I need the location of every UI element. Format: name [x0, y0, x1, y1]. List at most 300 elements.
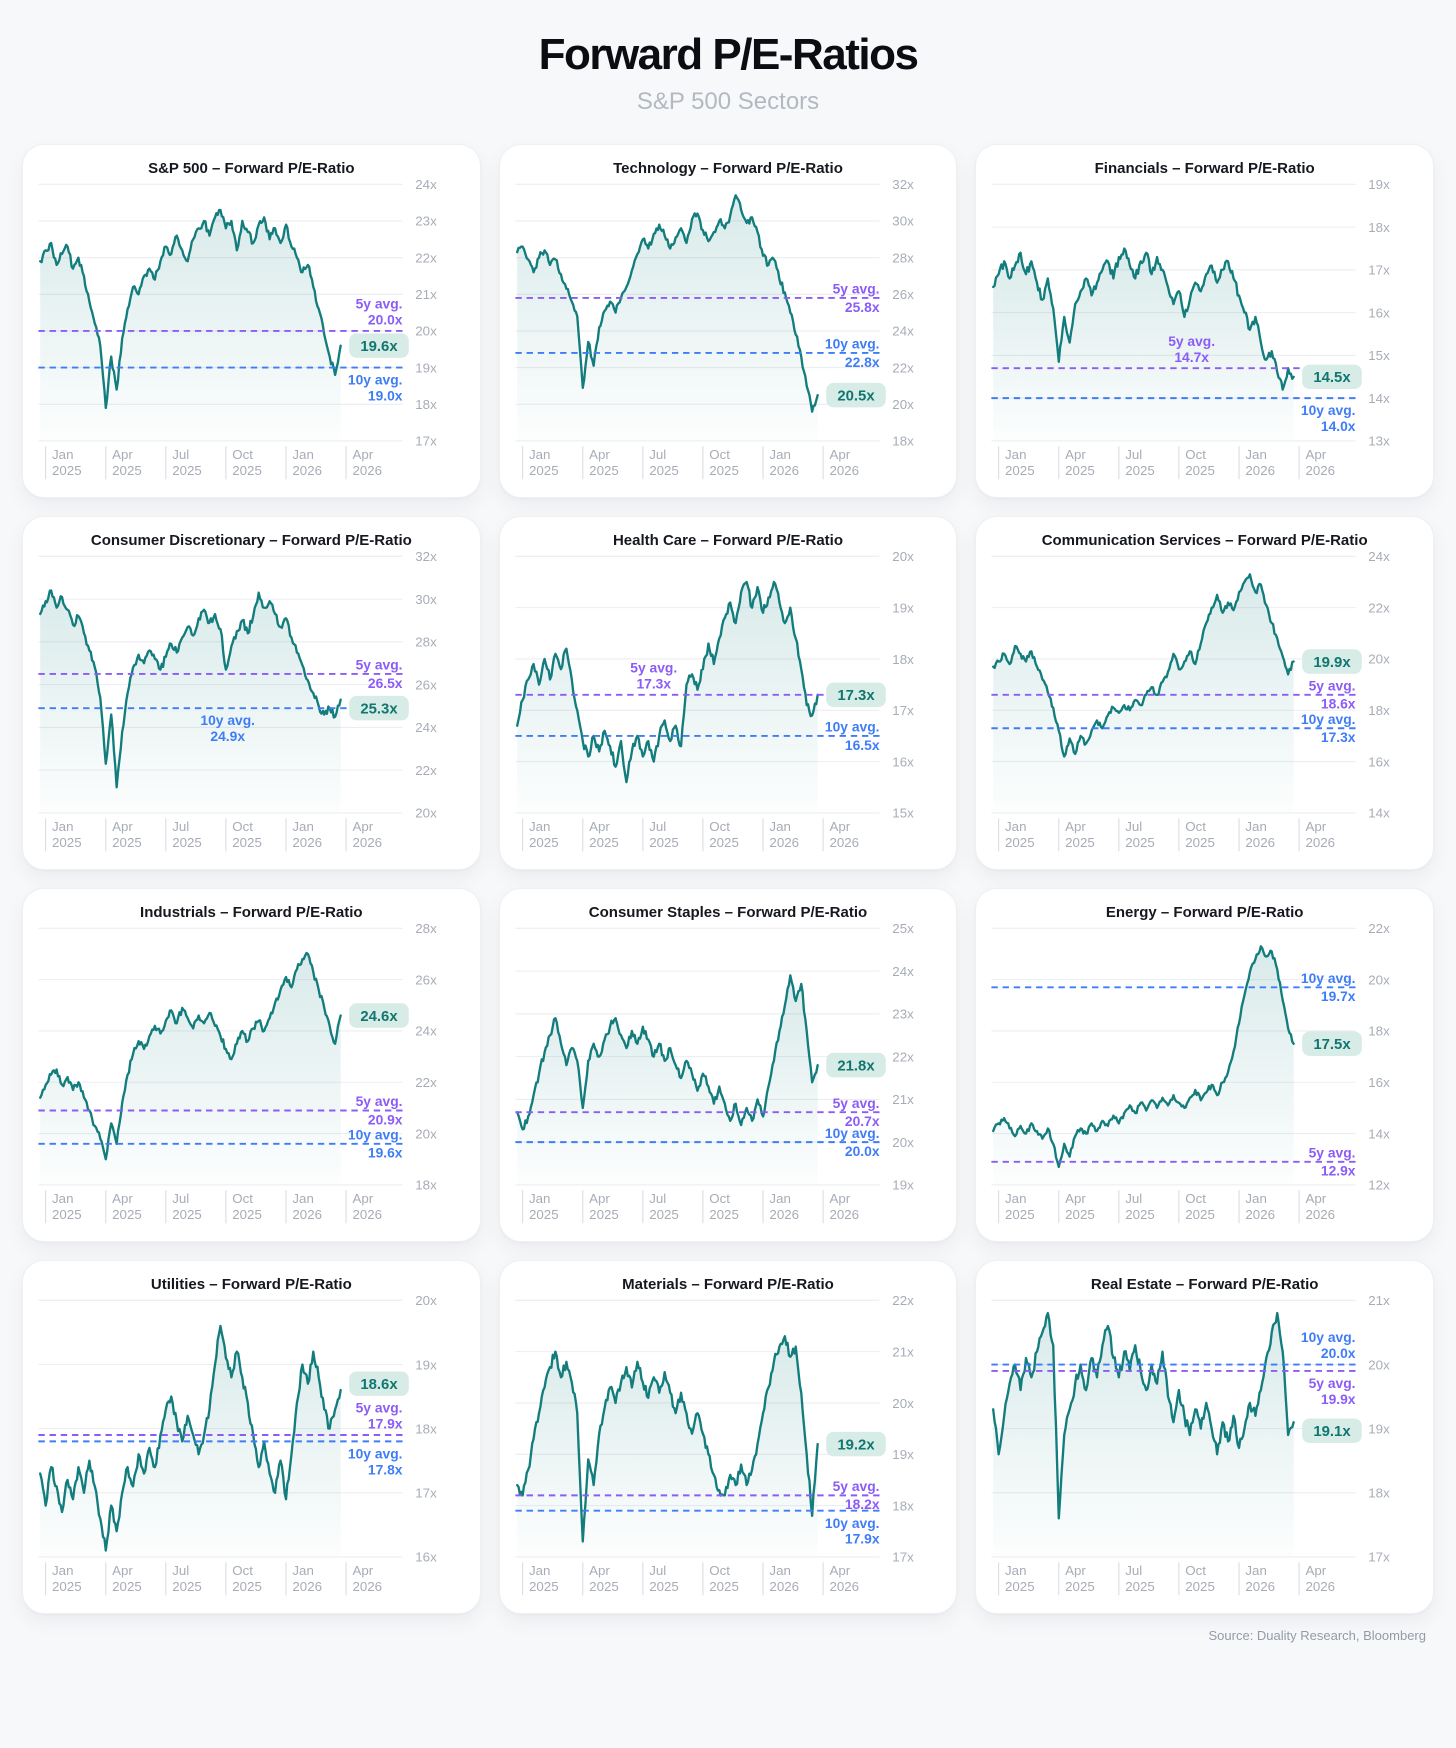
current-value-badge — [1303, 649, 1363, 673]
svg-text:Oct: Oct — [1185, 447, 1207, 463]
svg-text:10y avg.: 10y avg. — [1301, 1329, 1356, 1346]
svg-text:2026: 2026 — [769, 835, 799, 851]
svg-text:2026: 2026 — [352, 1207, 383, 1223]
x-axis-labels — [522, 1190, 858, 1223]
svg-text:2025: 2025 — [708, 835, 739, 851]
svg-text:Jul: Jul — [648, 1563, 666, 1579]
svg-text:Jan: Jan — [769, 447, 791, 463]
panel-chart — [509, 1295, 948, 1608]
svg-text:Jan: Jan — [1005, 1191, 1027, 1207]
svg-text:Oct: Oct — [232, 819, 253, 835]
svg-text:18.6x: 18.6x — [1321, 695, 1356, 712]
svg-text:20x: 20x — [1368, 1357, 1391, 1373]
svg-text:25.8x: 25.8x — [844, 298, 880, 315]
y-axis-labels — [415, 179, 437, 449]
svg-text:24.6x: 24.6x — [360, 1008, 398, 1025]
svg-text:Oct: Oct — [1185, 1191, 1207, 1207]
svg-text:2026: 2026 — [769, 1579, 799, 1595]
svg-text:20.0x: 20.0x — [1321, 1345, 1356, 1362]
series-fill — [517, 582, 817, 813]
svg-text:2025: 2025 — [112, 462, 142, 478]
svg-text:2025: 2025 — [112, 1207, 142, 1223]
current-value-badge — [1303, 365, 1363, 389]
series-fill — [40, 591, 340, 813]
svg-text:2025: 2025 — [1005, 1579, 1035, 1595]
svg-text:2025: 2025 — [52, 1207, 82, 1223]
svg-text:Jan: Jan — [1245, 1563, 1268, 1579]
svg-text:10y avg.: 10y avg. — [1301, 711, 1356, 728]
svg-text:Apr: Apr — [1305, 447, 1327, 463]
panel-utilities — [22, 1260, 481, 1614]
svg-text:17x: 17x — [1368, 262, 1391, 278]
svg-text:2026: 2026 — [1245, 835, 1276, 851]
svg-text:17.3x: 17.3x — [837, 688, 875, 705]
svg-text:Apr: Apr — [829, 447, 850, 463]
x-axis-labels — [46, 446, 382, 479]
x-axis-labels — [46, 1562, 382, 1595]
svg-text:24x: 24x — [891, 963, 914, 979]
svg-text:Apr: Apr — [1305, 1563, 1327, 1579]
svg-text:18x: 18x — [891, 1498, 914, 1514]
x-axis-labels — [999, 446, 1335, 479]
svg-text:2026: 2026 — [292, 1579, 323, 1595]
x-axis-labels — [46, 1190, 382, 1223]
panel-title: Energy – Forward P/E-Ratio — [1105, 904, 1304, 922]
svg-text:10y avg.: 10y avg. — [824, 718, 880, 735]
svg-text:20x: 20x — [891, 551, 914, 565]
svg-text:21x: 21x — [415, 287, 437, 303]
svg-text:Jul: Jul — [648, 819, 666, 835]
svg-text:17.5x: 17.5x — [1313, 1037, 1351, 1054]
svg-text:5y avg.: 5y avg. — [1308, 1144, 1356, 1161]
svg-text:20.0x: 20.0x — [844, 1143, 880, 1160]
y-axis-labels — [892, 551, 914, 821]
y-axis-labels — [1369, 923, 1391, 1193]
panel-chart — [985, 1295, 1424, 1608]
svg-text:10y avg.: 10y avg. — [347, 1445, 403, 1462]
svg-text:Apr: Apr — [352, 447, 374, 463]
x-axis-labels — [999, 1190, 1335, 1223]
current-value-badge — [826, 1432, 886, 1456]
svg-text:19x: 19x — [415, 1357, 437, 1373]
panel-industrials — [22, 888, 481, 1242]
svg-text:Jan: Jan — [769, 819, 791, 835]
svg-text:18.6x: 18.6x — [360, 1377, 398, 1394]
svg-text:2025: 2025 — [52, 835, 82, 851]
panel-title: Utilities – Forward P/E-Ratio — [150, 1276, 352, 1294]
svg-text:Oct: Oct — [708, 1191, 730, 1207]
panel-chart — [985, 923, 1424, 1236]
svg-text:5y avg.: 5y avg. — [355, 656, 403, 673]
svg-text:20x: 20x — [1368, 651, 1391, 667]
svg-text:18x: 18x — [891, 651, 914, 667]
svg-text:Jan: Jan — [292, 819, 314, 835]
svg-text:Apr: Apr — [588, 1191, 610, 1207]
svg-text:Apr: Apr — [1065, 447, 1087, 463]
panel-title: S&P 500 – Forward P/E-Ratio — [148, 160, 355, 177]
panel-title: Technology – Forward P/E-Ratio — [613, 160, 843, 177]
svg-text:18x: 18x — [415, 1421, 437, 1437]
svg-text:22.8x: 22.8x — [844, 353, 880, 370]
svg-text:2025: 2025 — [1185, 1579, 1216, 1595]
svg-text:Oct: Oct — [232, 1563, 253, 1579]
svg-text:28x: 28x — [415, 923, 437, 937]
y-axis-labels — [415, 1295, 437, 1565]
svg-text:17x: 17x — [891, 703, 914, 719]
charts-grid — [22, 144, 1434, 1614]
svg-text:Oct: Oct — [232, 447, 253, 463]
svg-text:25x: 25x — [891, 923, 914, 937]
x-axis-labels — [522, 818, 858, 851]
svg-text:Jan: Jan — [769, 1563, 791, 1579]
panel-title: Health Care – Forward P/E-Ratio — [612, 532, 844, 550]
svg-text:2025: 2025 — [172, 462, 202, 478]
svg-text:Jan: Jan — [1005, 819, 1027, 835]
svg-text:Oct: Oct — [1185, 819, 1207, 835]
svg-text:2025: 2025 — [648, 462, 679, 478]
svg-text:20.7x: 20.7x — [844, 1113, 880, 1130]
svg-text:10y avg.: 10y avg. — [347, 371, 403, 388]
svg-text:19.7x: 19.7x — [1321, 988, 1356, 1005]
svg-text:2025: 2025 — [708, 1579, 739, 1595]
svg-text:Jul: Jul — [172, 819, 190, 835]
series-fill — [40, 953, 340, 1185]
svg-text:19x: 19x — [415, 360, 437, 376]
svg-text:2026: 2026 — [769, 1207, 799, 1223]
svg-text:2025: 2025 — [528, 1579, 559, 1595]
x-axis-labels — [999, 818, 1335, 851]
svg-text:16x: 16x — [1368, 1075, 1391, 1091]
y-axis-labels — [1369, 551, 1391, 821]
svg-text:2025: 2025 — [528, 835, 559, 851]
svg-text:Jul: Jul — [172, 1563, 190, 1579]
svg-text:2026: 2026 — [1305, 1579, 1336, 1595]
svg-text:22x: 22x — [891, 1295, 914, 1309]
svg-text:Apr: Apr — [352, 819, 374, 835]
svg-text:2025: 2025 — [1005, 462, 1035, 478]
y-axis-labels — [1369, 1295, 1391, 1565]
svg-text:Apr: Apr — [112, 1563, 133, 1579]
svg-text:17x: 17x — [415, 433, 437, 449]
svg-text:18.2x: 18.2x — [844, 1496, 880, 1513]
svg-text:17x: 17x — [891, 1549, 914, 1565]
svg-text:18x: 18x — [1368, 219, 1391, 235]
svg-text:2025: 2025 — [1185, 835, 1216, 851]
panel-financials — [975, 144, 1434, 498]
svg-text:22x: 22x — [415, 762, 437, 778]
svg-text:2026: 2026 — [352, 1579, 383, 1595]
panel-technology — [499, 144, 958, 498]
current-value-badge — [349, 1372, 409, 1396]
svg-text:17x: 17x — [415, 1485, 437, 1501]
svg-text:24x: 24x — [1368, 551, 1391, 565]
svg-text:2025: 2025 — [1125, 462, 1156, 478]
panel-title: Financials – Forward P/E-Ratio — [1094, 160, 1315, 177]
svg-text:28x: 28x — [891, 250, 914, 266]
svg-text:Apr: Apr — [112, 1191, 133, 1207]
svg-text:Jan: Jan — [1245, 819, 1268, 835]
svg-text:2025: 2025 — [1125, 1207, 1156, 1223]
panel-consumer-staples — [499, 888, 958, 1242]
svg-text:18x: 18x — [415, 1177, 437, 1193]
panel-title: Consumer Discretionary – Forward P/E-Ratio — [90, 532, 412, 550]
svg-text:22x: 22x — [1368, 600, 1391, 616]
svg-text:Jul: Jul — [172, 1191, 190, 1207]
current-value-badge — [349, 333, 409, 357]
svg-text:2025: 2025 — [232, 462, 262, 478]
current-value-badge — [826, 1053, 886, 1077]
svg-text:10y avg.: 10y avg. — [347, 1126, 403, 1143]
svg-text:24x: 24x — [891, 323, 914, 339]
svg-text:19.6x: 19.6x — [360, 338, 398, 355]
svg-text:17.9x: 17.9x — [367, 1415, 403, 1432]
svg-text:Jan: Jan — [292, 1563, 314, 1579]
svg-text:Jan: Jan — [528, 1563, 551, 1579]
svg-text:20x: 20x — [1368, 972, 1391, 988]
svg-text:2026: 2026 — [829, 1579, 859, 1595]
panel-title: Communication Services – Forward P/E-Ratio — [1041, 532, 1368, 550]
svg-text:2026: 2026 — [829, 835, 859, 851]
svg-text:Apr: Apr — [588, 447, 610, 463]
svg-text:16.5x: 16.5x — [844, 736, 880, 753]
page-title: Forward P/E-Ratios — [538, 30, 918, 79]
svg-text:Jan: Jan — [1245, 447, 1268, 463]
page-subtitle: S&P 500 Sectors — [636, 88, 820, 115]
svg-text:Jul: Jul — [1125, 447, 1143, 463]
panel-energy — [975, 888, 1434, 1242]
svg-text:22x: 22x — [1368, 923, 1391, 937]
svg-text:18x: 18x — [1368, 1023, 1391, 1039]
svg-text:19.9x: 19.9x — [1321, 1391, 1356, 1408]
svg-text:2025: 2025 — [708, 1207, 739, 1223]
svg-text:Jan: Jan — [52, 1563, 74, 1579]
svg-text:Jan: Jan — [292, 1191, 314, 1207]
svg-text:Apr: Apr — [112, 819, 133, 835]
svg-text:2025: 2025 — [1005, 835, 1035, 851]
svg-text:5y avg.: 5y avg. — [832, 1478, 880, 1495]
x-axis-labels — [522, 1562, 858, 1595]
panel-chart — [509, 179, 948, 492]
svg-text:2025: 2025 — [172, 835, 202, 851]
svg-text:2026: 2026 — [1305, 1207, 1336, 1223]
svg-text:21x: 21x — [891, 1092, 914, 1108]
svg-text:2025: 2025 — [172, 1579, 202, 1595]
svg-text:Jan: Jan — [769, 1191, 791, 1207]
svg-text:19.2x: 19.2x — [837, 1437, 875, 1454]
svg-text:2026: 2026 — [292, 1207, 323, 1223]
series-fill — [517, 975, 817, 1185]
svg-text:18x: 18x — [1368, 1485, 1391, 1501]
panel-title: Real Estate – Forward P/E-Ratio — [1090, 1276, 1319, 1294]
svg-text:2025: 2025 — [112, 835, 142, 851]
avg5-label — [1309, 1375, 1356, 1407]
panel-chart — [32, 551, 471, 864]
svg-text:Apr: Apr — [829, 1191, 850, 1207]
x-axis-labels — [999, 1562, 1335, 1595]
svg-text:Jan: Jan — [52, 819, 74, 835]
svg-text:10y avg.: 10y avg. — [200, 712, 256, 729]
svg-text:2025: 2025 — [588, 1579, 619, 1595]
svg-text:24x: 24x — [415, 720, 437, 736]
svg-text:23x: 23x — [891, 1006, 914, 1022]
svg-text:2025: 2025 — [1065, 1207, 1096, 1223]
svg-text:2025: 2025 — [1065, 835, 1096, 851]
svg-text:2025: 2025 — [528, 1207, 559, 1223]
svg-text:10y avg.: 10y avg. — [1301, 402, 1356, 419]
svg-text:19.0x: 19.0x — [367, 387, 403, 404]
y-axis-labels — [892, 1295, 914, 1565]
svg-text:2025: 2025 — [1065, 462, 1096, 478]
svg-text:2025: 2025 — [112, 1579, 142, 1595]
svg-text:28x: 28x — [415, 634, 437, 650]
svg-text:32x: 32x — [891, 179, 914, 193]
panel-chart — [509, 923, 948, 1236]
svg-text:14.7x: 14.7x — [1174, 348, 1210, 365]
svg-text:Jan: Jan — [1005, 1563, 1027, 1579]
svg-text:2025: 2025 — [232, 1207, 262, 1223]
svg-text:23x: 23x — [415, 213, 437, 229]
svg-text:2025: 2025 — [648, 1579, 679, 1595]
y-axis-labels — [415, 923, 437, 1193]
svg-text:14.0x: 14.0x — [1321, 418, 1356, 435]
svg-text:22x: 22x — [891, 1049, 914, 1065]
svg-text:2026: 2026 — [1245, 1207, 1276, 1223]
svg-text:2025: 2025 — [1185, 1207, 1216, 1223]
avg10-label — [348, 372, 403, 404]
current-value-badge — [1303, 1032, 1363, 1056]
svg-text:18x: 18x — [891, 433, 914, 449]
series-fill — [994, 249, 1294, 441]
svg-text:2026: 2026 — [829, 1207, 859, 1223]
svg-text:2025: 2025 — [588, 835, 619, 851]
svg-text:17x: 17x — [1368, 1549, 1391, 1565]
y-axis-labels — [892, 179, 914, 449]
avg10-label — [1301, 402, 1356, 434]
svg-text:18x: 18x — [415, 397, 437, 413]
svg-text:15x: 15x — [891, 805, 914, 821]
svg-text:2025: 2025 — [232, 835, 262, 851]
current-value-badge — [349, 1003, 409, 1027]
svg-text:10y avg.: 10y avg. — [824, 1514, 880, 1531]
svg-text:Apr: Apr — [829, 1563, 850, 1579]
panel-materials — [499, 1260, 958, 1614]
svg-text:10y avg.: 10y avg. — [824, 335, 880, 352]
svg-text:15x: 15x — [1368, 348, 1391, 364]
svg-text:Apr: Apr — [352, 1563, 374, 1579]
svg-text:2026: 2026 — [769, 462, 799, 478]
svg-text:32x: 32x — [415, 551, 437, 565]
panel-consumer-discretionary — [22, 516, 481, 870]
svg-text:20x: 20x — [415, 805, 437, 821]
svg-text:Jan: Jan — [52, 1191, 74, 1207]
svg-text:2025: 2025 — [648, 1207, 679, 1223]
svg-text:Apr: Apr — [829, 819, 850, 835]
svg-text:12.9x: 12.9x — [1321, 1162, 1356, 1179]
svg-text:2025: 2025 — [1185, 462, 1216, 478]
y-axis-labels — [892, 923, 914, 1193]
svg-text:21x: 21x — [891, 1344, 914, 1360]
panel-title: Consumer Staples – Forward P/E-Ratio — [588, 904, 868, 922]
current-value-badge — [1303, 1419, 1363, 1443]
svg-text:20x: 20x — [891, 1134, 914, 1150]
panel-chart — [32, 179, 471, 492]
svg-text:10y avg.: 10y avg. — [1301, 970, 1356, 987]
svg-text:24.9x: 24.9x — [210, 728, 246, 745]
svg-text:16x: 16x — [1368, 754, 1391, 770]
svg-text:Jul: Jul — [648, 447, 666, 463]
svg-text:Jan: Jan — [1005, 447, 1027, 463]
svg-text:14x: 14x — [1368, 1126, 1391, 1142]
svg-text:14.5x: 14.5x — [1313, 370, 1351, 387]
x-axis-labels — [522, 446, 858, 479]
svg-text:20.5x: 20.5x — [837, 388, 875, 405]
svg-text:19x: 19x — [891, 600, 914, 616]
svg-text:Apr: Apr — [1305, 819, 1327, 835]
svg-text:Jul: Jul — [1125, 819, 1143, 835]
svg-text:5y avg.: 5y avg. — [355, 295, 403, 312]
svg-text:18x: 18x — [1368, 703, 1391, 719]
svg-text:Oct: Oct — [708, 1563, 730, 1579]
panel-title: Materials – Forward P/E-Ratio — [622, 1276, 834, 1294]
svg-text:19.9x: 19.9x — [1313, 654, 1351, 671]
svg-text:2025: 2025 — [52, 462, 82, 478]
svg-text:2025: 2025 — [588, 462, 619, 478]
svg-text:5y avg.: 5y avg. — [832, 280, 880, 297]
svg-text:2025: 2025 — [172, 1207, 202, 1223]
svg-text:13x: 13x — [1368, 433, 1391, 449]
svg-text:5y avg.: 5y avg. — [832, 1095, 880, 1112]
svg-text:2026: 2026 — [352, 835, 383, 851]
panel-chart — [32, 923, 471, 1236]
svg-text:Oct: Oct — [708, 819, 730, 835]
current-value-badge — [826, 383, 886, 407]
svg-text:26.5x: 26.5x — [367, 674, 403, 691]
svg-text:2026: 2026 — [292, 462, 323, 478]
svg-text:20x: 20x — [415, 1126, 437, 1142]
svg-text:19x: 19x — [1368, 1421, 1391, 1437]
avg10-label — [1301, 1329, 1356, 1361]
avg5-label — [630, 660, 677, 692]
svg-text:26x: 26x — [415, 677, 437, 693]
panel-real-estate — [975, 1260, 1434, 1614]
panel-title: Industrials – Forward P/E-Ratio — [140, 904, 363, 922]
svg-text:20x: 20x — [415, 323, 437, 339]
svg-text:Jan: Jan — [52, 447, 74, 463]
svg-text:Apr: Apr — [1305, 1191, 1327, 1207]
svg-text:30x: 30x — [415, 591, 437, 607]
svg-text:2025: 2025 — [588, 1207, 619, 1223]
panel-sp500 — [22, 144, 481, 498]
svg-text:5y avg.: 5y avg. — [355, 1093, 403, 1110]
svg-text:Jan: Jan — [528, 819, 551, 835]
svg-text:22x: 22x — [415, 250, 437, 266]
svg-text:26x: 26x — [891, 287, 914, 303]
svg-text:Jul: Jul — [172, 447, 190, 463]
svg-text:30x: 30x — [891, 213, 914, 229]
svg-text:22x: 22x — [891, 360, 914, 376]
svg-text:19x: 19x — [891, 1447, 914, 1463]
svg-text:20x: 20x — [891, 1395, 914, 1411]
series-fill — [994, 574, 1294, 813]
svg-text:16x: 16x — [1368, 305, 1391, 321]
svg-text:2025: 2025 — [648, 835, 679, 851]
svg-text:Jan: Jan — [292, 447, 314, 463]
svg-text:21x: 21x — [1368, 1295, 1391, 1309]
svg-text:2025: 2025 — [1125, 835, 1156, 851]
svg-text:17.3x: 17.3x — [636, 675, 671, 692]
svg-text:17.3x: 17.3x — [1321, 729, 1356, 746]
svg-text:Jul: Jul — [1125, 1563, 1143, 1579]
